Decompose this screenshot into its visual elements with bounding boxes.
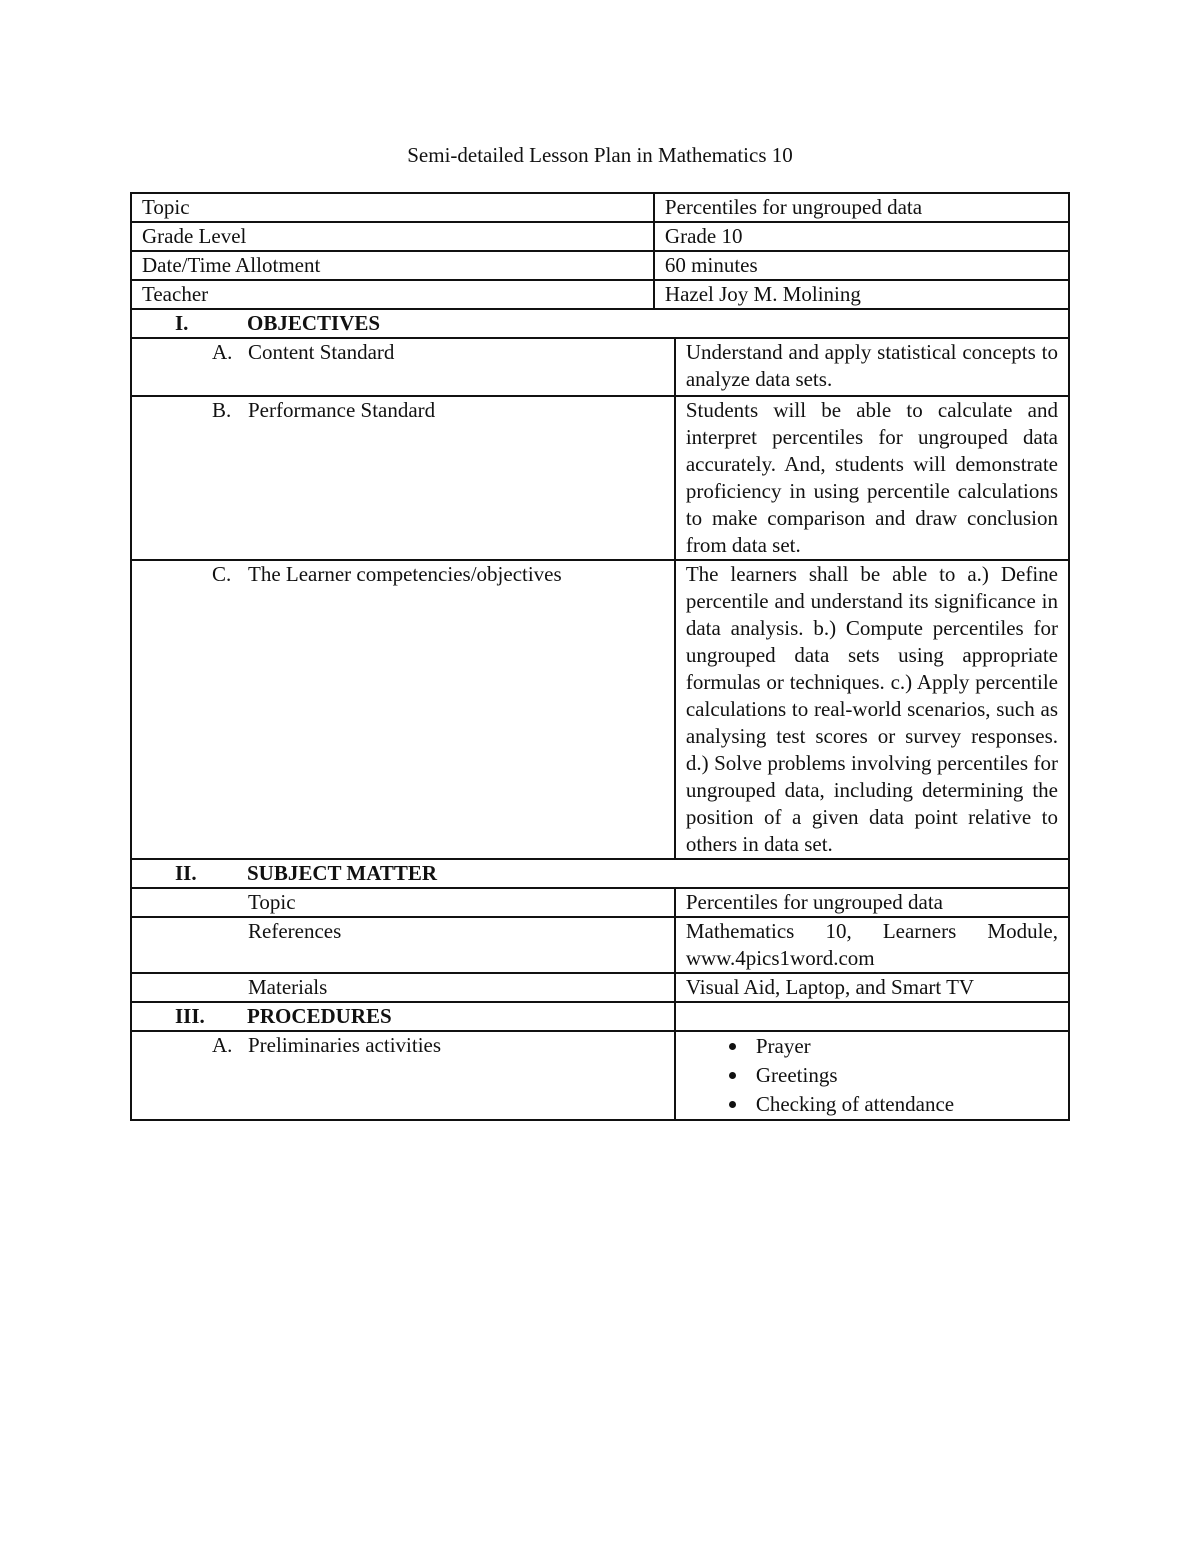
document-title: Semi-detailed Lesson Plan in Mathematics 10	[407, 143, 793, 167]
info-value: 60 minutes	[654, 251, 1069, 280]
bullet-item: Greetings	[676, 1061, 1058, 1090]
section-number: I.	[175, 311, 189, 335]
subject-row-references	[131, 917, 1069, 973]
section-heading	[131, 1002, 675, 1031]
item-label: Performance Standard	[248, 398, 436, 422]
info-label: Topic	[131, 193, 654, 222]
section-objectives	[131, 309, 1069, 338]
item-label: The Learner competencies/objectives	[248, 562, 562, 586]
section-title: SUBJECT MATTER	[247, 861, 438, 885]
item-letter: A.	[212, 1033, 233, 1057]
lesson-plan-table	[130, 192, 1070, 1121]
item-letter: A.	[212, 340, 233, 364]
item-value: Mathematics 10, Learners Module, www.4pics1word.com	[675, 917, 1069, 973]
section-subject-matter	[131, 859, 1069, 888]
item-label-cell	[131, 560, 675, 859]
item-label: References	[131, 917, 675, 973]
item-label: Preliminaries activities	[248, 1033, 442, 1057]
objective-row-content-standard	[131, 338, 1069, 396]
info-row-topic	[131, 193, 1069, 222]
subject-row-materials	[131, 973, 1069, 1002]
section-number: II.	[175, 861, 197, 885]
section-title: OBJECTIVES	[247, 311, 381, 335]
info-label: Date/Time Allotment	[131, 251, 654, 280]
info-row-teacher	[131, 280, 1069, 309]
bullet-item: Checking of attendance	[676, 1090, 1058, 1119]
info-value: Grade 10	[654, 222, 1069, 251]
info-row-grade-level	[131, 222, 1069, 251]
section-heading	[131, 859, 1069, 888]
item-label: Content Standard	[248, 340, 395, 364]
section-heading	[131, 309, 1069, 338]
info-label: Teacher	[131, 280, 654, 309]
bullet-item: Prayer	[676, 1032, 1058, 1061]
item-letter: C.	[212, 562, 232, 586]
item-letter: B.	[212, 398, 232, 422]
empty-cell	[675, 1002, 1069, 1031]
info-value: Hazel Joy M. Molining	[654, 280, 1069, 309]
subject-row-topic	[131, 888, 1069, 917]
item-label: Topic	[131, 888, 675, 917]
info-label: Grade Level	[131, 222, 654, 251]
item-label-cell	[131, 338, 675, 396]
item-value: Understand and apply statistical concepts to analyze data sets.	[675, 338, 1069, 396]
bullet-list-cell	[675, 1031, 1069, 1120]
item-label-cell	[131, 1031, 675, 1120]
preliminaries-bullet-list	[676, 1032, 1058, 1119]
section-number: III.	[175, 1004, 205, 1028]
procedure-row-preliminaries	[131, 1031, 1069, 1120]
item-value: The learners shall be able to a.) Define percentile and understand its significance in data analysis. b.) Compute percentiles for ungrouped data sets using appropriate formulas or techniques. c.) Apply percentile calculations to real-world scenarios, such as analysing test scores or survey responses. d.) Solve problems involving percentiles for ungrouped data, including determining the position of a given data point relative to others in data set.	[675, 560, 1069, 859]
item-value: Percentiles for ungrouped data	[675, 888, 1069, 917]
item-value: Visual Aid, Laptop, and Smart TV	[675, 973, 1069, 1002]
info-value: Percentiles for ungrouped data	[654, 193, 1069, 222]
objective-row-learner-competencies	[131, 560, 1069, 859]
objective-row-performance-standard	[131, 396, 1069, 560]
section-title: PROCEDURES	[247, 1004, 392, 1028]
info-row-time-allotment	[131, 251, 1069, 280]
item-label: Materials	[131, 973, 675, 1002]
section-procedures	[131, 1002, 1069, 1031]
item-value: Students will be able to calculate and interpret percentiles for ungrouped data accurately. And, students will demonstrate proficiency in using percentile calculations to make comparison and draw conclusion from data set.	[675, 396, 1069, 560]
item-label-cell	[131, 396, 675, 560]
